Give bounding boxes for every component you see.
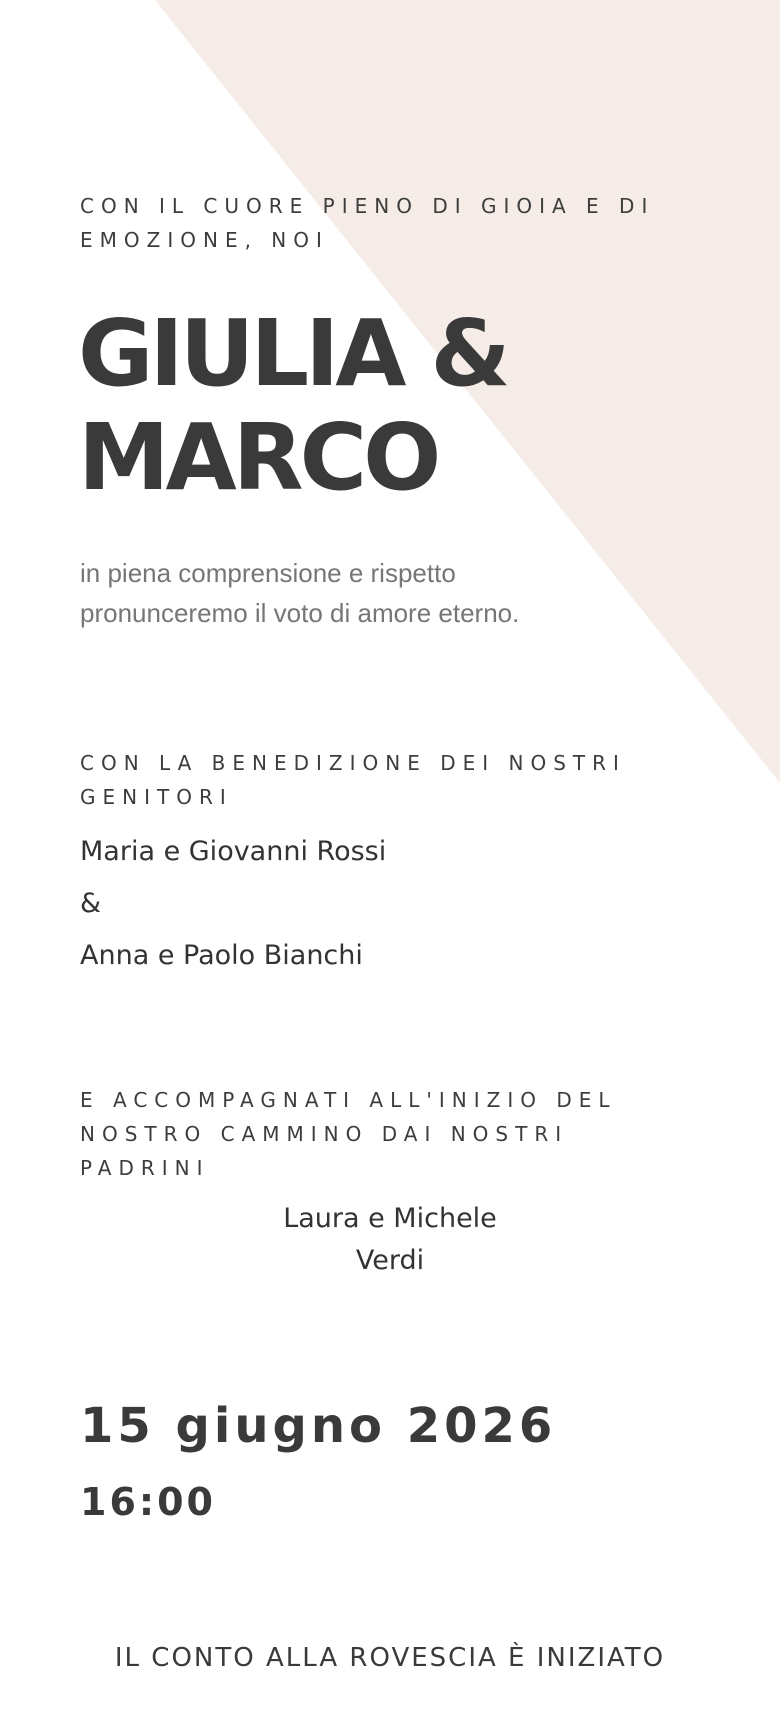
vow-line-1: in piena comprensione e rispetto — [80, 558, 456, 588]
parents-groom: Anna e Paolo Bianchi — [80, 940, 363, 971]
godparents-line-1: Laura e Michele — [283, 1203, 497, 1234]
vow-text — [80, 553, 680, 633]
godparents-names — [230, 1198, 550, 1282]
parents-list — [80, 826, 680, 982]
intro-text: CON IL CUORE PIENO DI GIOIA E DI EMOZIONE, NOI — [80, 194, 655, 252]
parents-ampersand: & — [80, 888, 102, 919]
event-date: 15 giugno 2026 — [80, 1398, 557, 1454]
godparents-heading: E ACCOMPAGNATI ALL'INIZIO DEL NOSTRO CAMMINO DAI NOSTRI PADRINI — [80, 1088, 617, 1180]
couple-names-line-2: MARCO — [78, 404, 438, 511]
couple-names — [78, 302, 678, 510]
event-time: 16:00 — [80, 1480, 216, 1524]
countdown-text: IL CONTO ALLA ROVESCIA È INIZIATO — [114, 1643, 666, 1673]
godparents-line-2: Verdi — [355, 1245, 425, 1276]
vow-line-2: pronunceremo il voto di amore eterno. — [80, 598, 520, 628]
parents-bride: Maria e Giovanni Rossi — [80, 836, 387, 867]
couple-names-line-1: GIULIA & — [78, 300, 507, 407]
blessing-heading: CON LA BENEDIZIONE DEI NOSTRI GENITORI — [80, 751, 626, 809]
